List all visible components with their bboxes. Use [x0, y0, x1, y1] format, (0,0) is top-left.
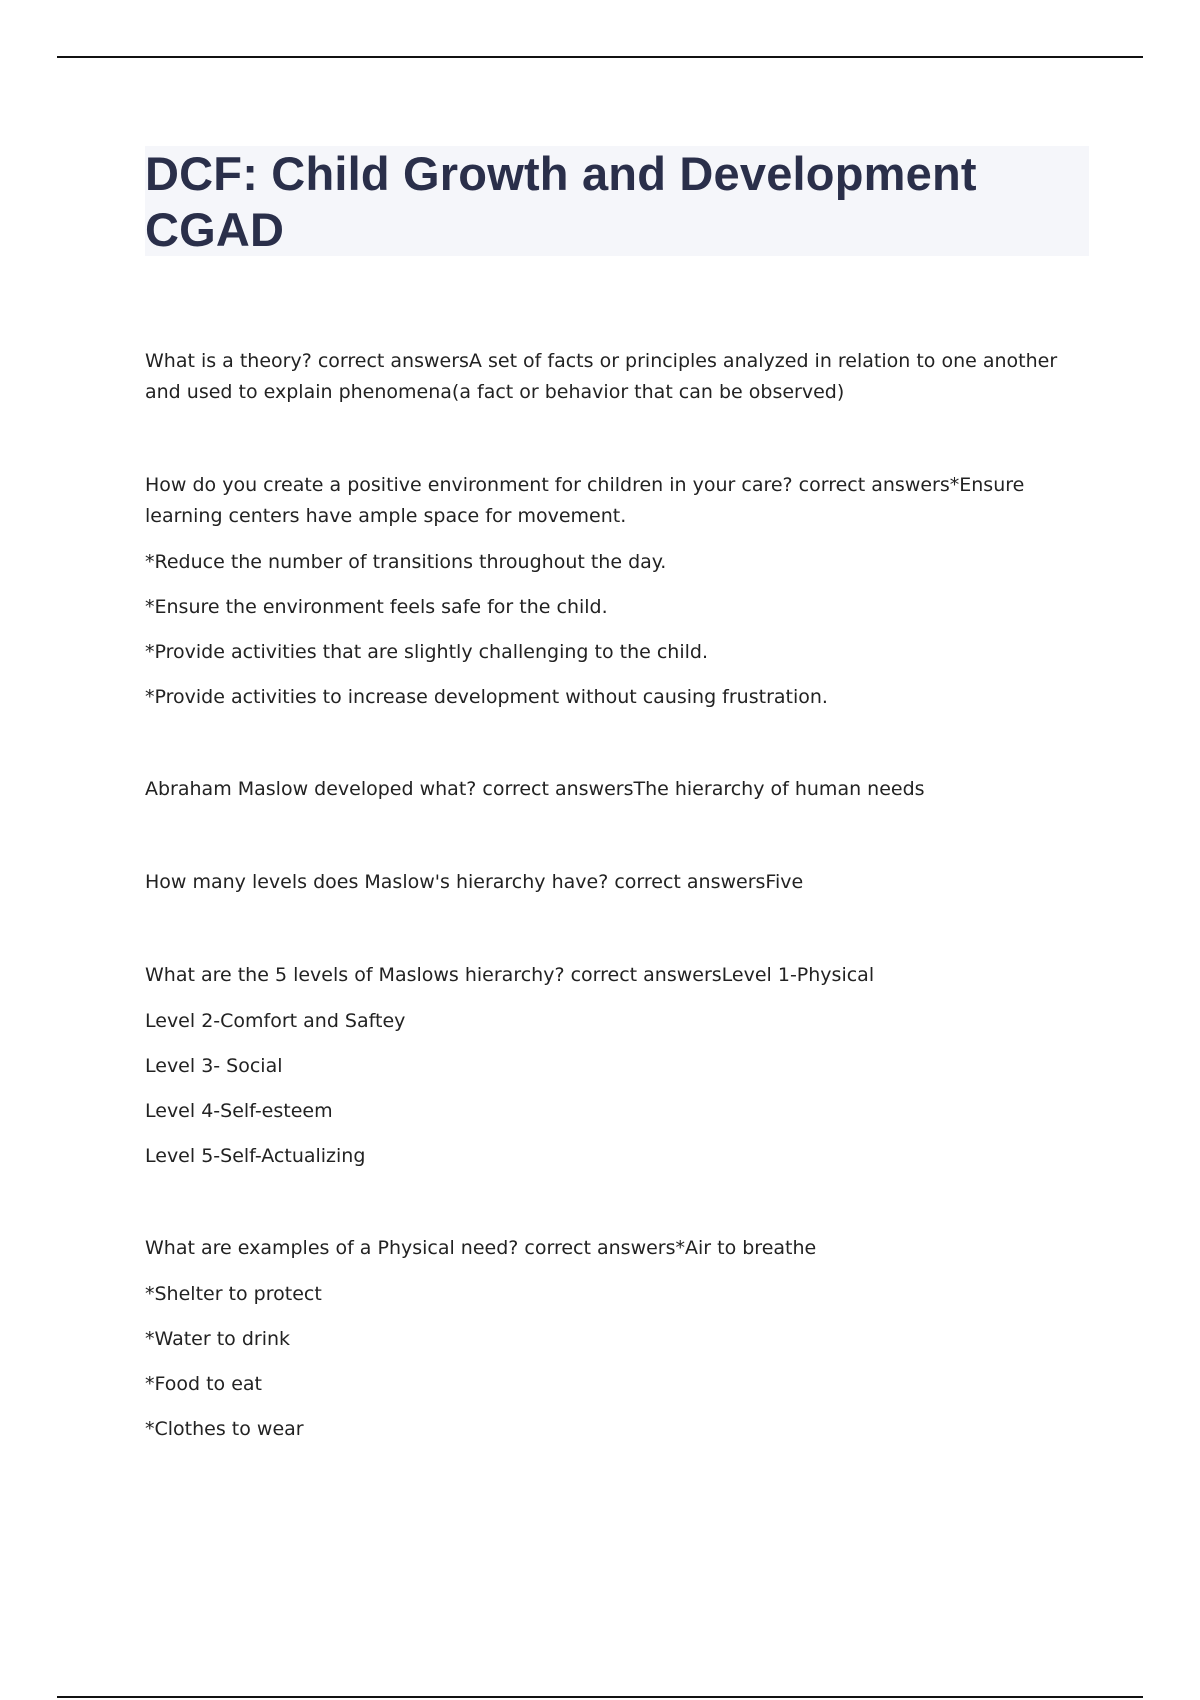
answer-line: Level 2-Comfort and Saftey	[145, 1010, 406, 1032]
answer-line: *Ensure the environment feels safe for the child.	[145, 596, 608, 618]
answer-line: *Shelter to protect	[145, 1283, 322, 1305]
title-banner	[145, 146, 1089, 256]
qa-item	[145, 470, 1065, 712]
question-list	[145, 346, 1065, 1506]
answer-line: *Provide activities that are slightly challenging to the child.	[145, 641, 708, 663]
qa-item	[145, 774, 1065, 805]
qa-item	[145, 1233, 1065, 1444]
qa-question: What is a theory? correct answersA set of facts or principles analyzed in relation to one another and used to explain phenomena(a fact or behavior that can be observed)	[145, 350, 1058, 403]
answer-line: Level 5-Self-Actualizing	[145, 1145, 366, 1167]
answer-line: Level 3- Social	[145, 1055, 283, 1077]
qa-question: Abraham Maslow developed what? correct answersThe hierarchy of human needs	[145, 778, 925, 800]
qa-item	[145, 960, 1065, 1171]
qa-question: How many levels does Maslow's hierarchy have? correct answersFive	[145, 871, 804, 893]
qa-question: What are examples of a Physical need? correct answers*Air to breathe	[145, 1237, 817, 1259]
qa-question: What are the 5 levels of Maslows hierarchy? correct answersLevel 1-Physical	[145, 964, 875, 986]
qa-item	[145, 346, 1065, 408]
qa-question: How do you create a positive environment for children in your care? correct answers*Ensure learning centers have ample space for movement.	[145, 474, 1025, 527]
header-rule	[57, 56, 1143, 58]
answer-line: *Water to drink	[145, 1328, 291, 1350]
answer-line: *Food to eat	[145, 1373, 262, 1395]
document-title: DCF: Child Growth and Development CGAD	[145, 147, 977, 256]
footer-rule	[57, 1696, 1143, 1698]
qa-item	[145, 867, 1065, 898]
answer-line: *Reduce the number of transitions throughout the day.	[145, 551, 667, 573]
answer-line: *Clothes to wear	[145, 1418, 304, 1440]
answer-line: *Provide activities to increase development without causing frustration.	[145, 686, 828, 708]
answer-line: Level 4-Self-esteem	[145, 1100, 333, 1122]
